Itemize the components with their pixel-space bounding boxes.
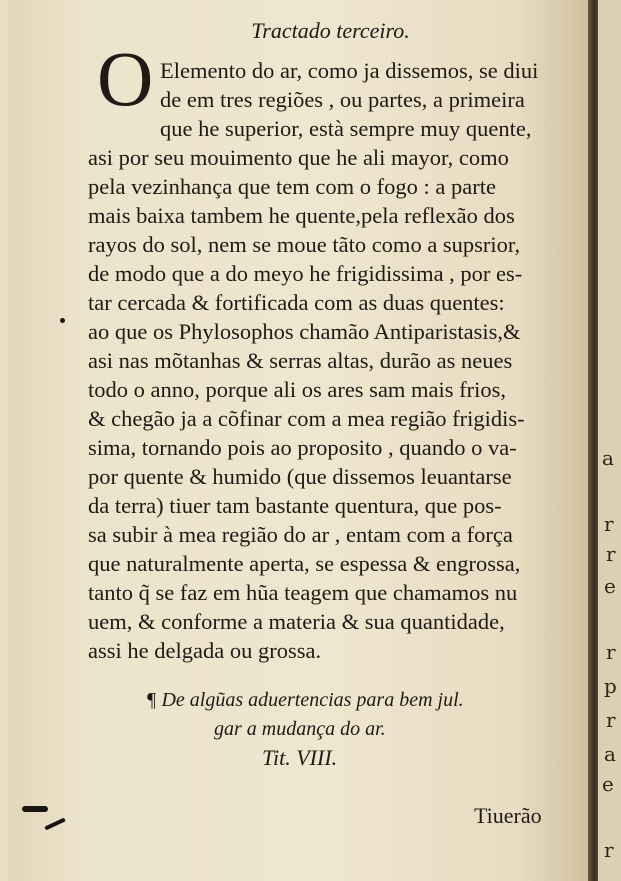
facing-page-edge xyxy=(598,0,621,881)
facing-page-letter: a xyxy=(602,446,614,470)
body-line: asi nas mõtanhas & serras altas, durão as neues xyxy=(88,348,513,373)
book-gutter xyxy=(588,0,598,881)
facing-page-letter: a xyxy=(604,742,616,766)
facing-page-letter: r xyxy=(606,542,616,566)
body-line: de em tres regiões , ou partes, a primeira xyxy=(160,87,525,112)
body-line: por quente & humido (que dissemos leuantarse xyxy=(88,464,512,489)
section-heading-line: gar a mudança do ar. xyxy=(214,718,386,740)
section-heading-line: ¶ De algũas aduertencias para bem jul. xyxy=(146,689,464,711)
body-line: tar cercada & fortificada com as duas quentes: xyxy=(88,290,505,315)
running-head: Tractado terceiro. xyxy=(251,18,410,43)
body-line: que he superior, està sempre muy quente, xyxy=(160,116,532,141)
facing-page-letter: e xyxy=(604,574,616,598)
body-line: & chegão ja a cõfinar com a mea região frigidis- xyxy=(88,406,525,431)
body-line: tanto q̃ se faz em hũa teagem que chamamos nu xyxy=(88,580,518,605)
body-line: sima, tornando pois ao proposito , quando o va- xyxy=(88,435,517,460)
section-title-number: Tit. VIII. xyxy=(262,745,338,770)
body-line: Elemento do ar, como ja dissemos, se diui xyxy=(160,58,539,83)
body-line: da terra) tiuer tam bastante quentura, que pos- xyxy=(88,493,502,518)
ink-blot xyxy=(22,806,48,812)
body-line: sa subir à mea região do ar , entam com a força xyxy=(88,522,513,547)
body-line: rayos do sol, nem se moue tãto como a supsrior, xyxy=(88,232,521,257)
body-line: mais baixa tambem he quente,pela reflexão dos xyxy=(88,203,515,228)
body-line: que naturalmente aperta, se espessa & engrossa, xyxy=(88,551,521,576)
body-line: uem, & conforme a materia & sua quantidade, xyxy=(88,609,505,634)
drop-cap: O xyxy=(97,35,154,122)
body-line: asi por seu mouimento que he ali mayor, como xyxy=(88,145,509,170)
facing-page-letter: p xyxy=(604,674,617,698)
catchword: Tiuerão xyxy=(474,803,542,828)
ink-speck xyxy=(60,318,65,323)
facing-page-letter: r xyxy=(604,512,614,536)
facing-page-letter: e xyxy=(602,772,614,796)
body-line: ao que os Phylosophos chamão Antiparistasis,& xyxy=(88,319,521,344)
facing-page-letter: r xyxy=(606,640,616,664)
body-line: assi he delgada ou grossa. xyxy=(88,638,322,663)
body-line: pela vezinhança que tem com o fogo : a parte xyxy=(88,174,496,199)
body-line: todo o anno, porque ali os ares sam mais frios, xyxy=(88,377,507,402)
body-line: de modo que a do meyo he frigidissima , por es- xyxy=(88,261,523,286)
facing-page-letter: r xyxy=(604,838,614,862)
facing-page-letter: r xyxy=(606,708,616,732)
